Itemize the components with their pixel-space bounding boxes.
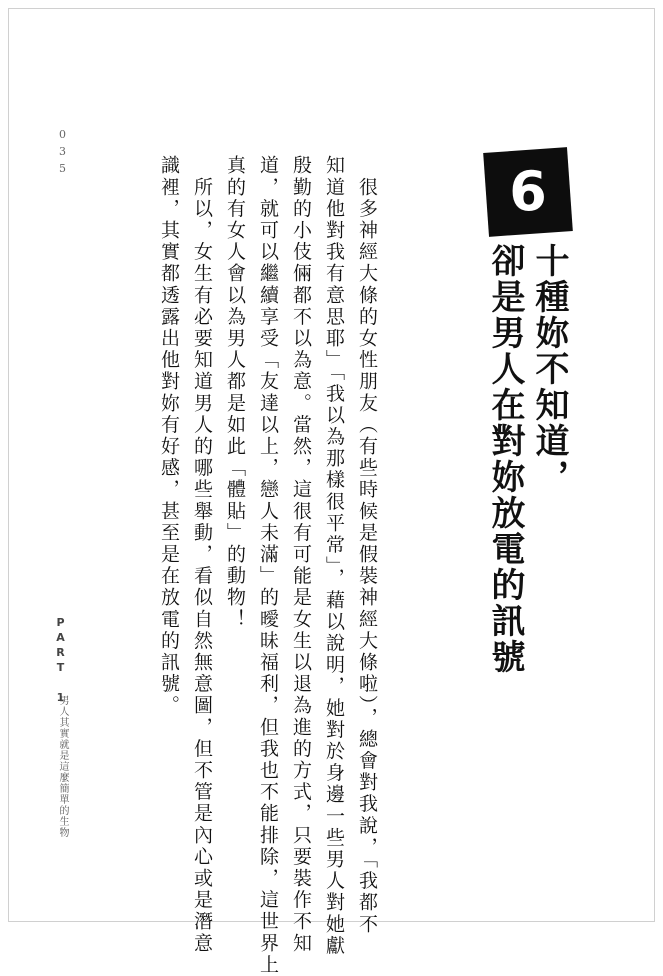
chapter-title-line-2: 卻是男人在對妳放電的訊號 xyxy=(485,243,525,675)
body-column: 道，就可以繼續享受「友達以上，戀人未滿」的曖昧福利，但我也不能排除，這世界上 xyxy=(257,155,279,976)
body-column: 很多神經大條的女性朋友（有些時候是假裝神經大條啦），總會對我說，「我都不 xyxy=(356,155,378,936)
chapter-number: 6 xyxy=(509,160,547,223)
body-column: 識裡，其實都透露出他對妳有好感，甚至是在放電的訊號。 xyxy=(158,155,180,717)
running-head-part: PART 1 xyxy=(54,616,67,706)
running-head-subtitle: 男人其實就是這麼簡單的生物 xyxy=(57,695,68,838)
chapter-title-line-1: 十種妳不知道， xyxy=(529,243,569,495)
page-number: 035 xyxy=(56,128,69,179)
body-column: 所以，女生有必要知道男人的哪些舉動，看似自然無意圖，但不管是內心或是潛意 xyxy=(191,155,213,955)
body-column: 知道他對我有意思耶」「我以為那樣很平常」，藉以說明，她對於身邊一些男人對她獻 xyxy=(323,155,345,957)
body-column: 殷勤的小伎倆都不以為意。當然，這很有可能是女生以退為進的方式，只要裝作不知 xyxy=(290,155,312,955)
body-column: 真的有女人會以為男人都是如此「體貼」的動物！ xyxy=(224,155,246,631)
